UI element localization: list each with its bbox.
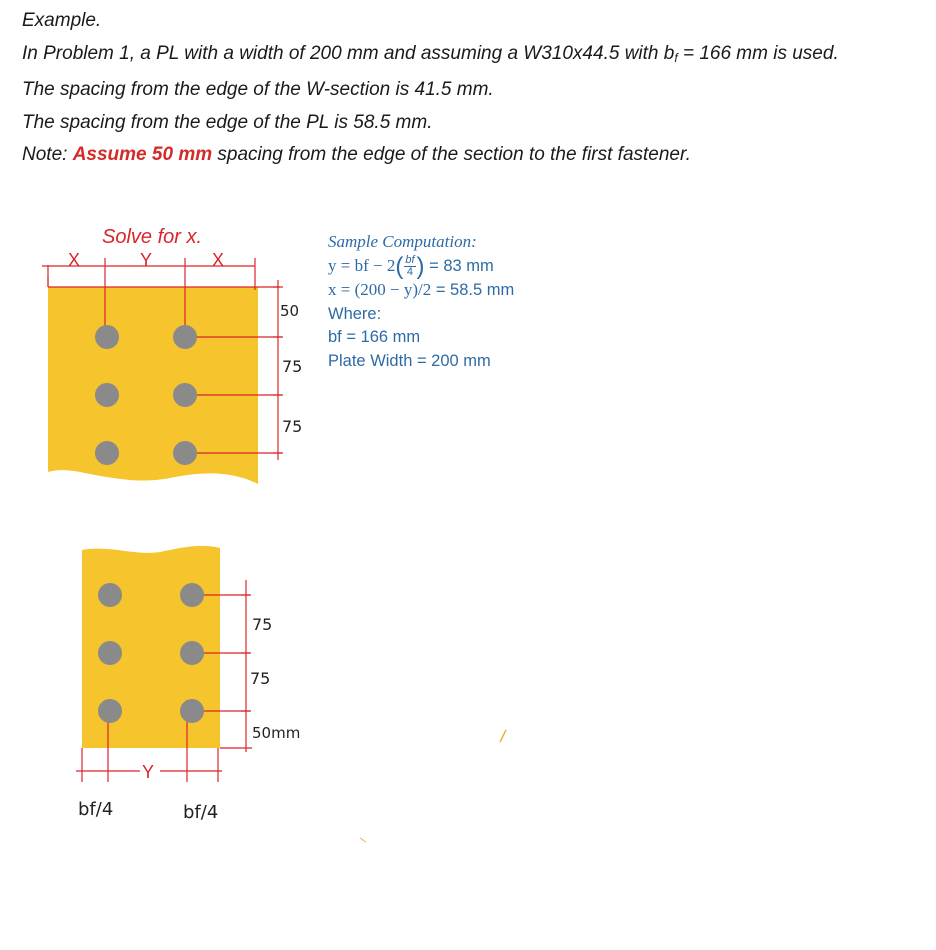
- note: Note: Assume 50 mm spacing from the edge of the section to the first fastener.: [22, 144, 691, 165]
- bolt: [173, 383, 197, 407]
- bolt: [173, 325, 197, 349]
- bolt: [180, 699, 204, 723]
- problem-statement: In Problem 1, a PL with a width of 200 mm and assuming a W310x44.5 with $b_f = 166$ mm is used.: [22, 42, 839, 65]
- bf4-right: bf/4: [183, 802, 219, 823]
- example-title: Example.: [22, 10, 102, 31]
- bolt: [98, 583, 122, 607]
- top-dim-x2: X: [212, 250, 225, 270]
- y-equation: y = bf − 2( $\frac{bf}{4}$ ) = 83 mm: [328, 252, 494, 280]
- bolt: [98, 699, 122, 723]
- pl-spacing: The spacing from the edge of the PL is 58.5 mm.: [22, 111, 433, 133]
- bolt: [173, 441, 197, 465]
- bolt: [95, 325, 119, 349]
- bottom-spacing-2: 75: [250, 669, 271, 688]
- bolt: [98, 641, 122, 665]
- plate-width-value: Plate Width = 200 mm: [328, 351, 491, 370]
- stray-mark: [360, 838, 366, 842]
- top-spacing-3: 75: [282, 417, 303, 436]
- w-section-spacing: The spacing from the edge of the W-section is 41.5 mm.: [22, 79, 494, 100]
- top-dim-y: Y: [140, 250, 153, 270]
- bottom-dim-y: Y: [142, 762, 155, 782]
- top-spacing-1: 50: [280, 302, 300, 320]
- top-plate: [48, 287, 258, 484]
- bottom-spacing-1: 75: [252, 615, 273, 634]
- stray-mark: [500, 730, 506, 742]
- bf-value: bf = 166 mm: [328, 328, 421, 346]
- bf-over-4-fraction: $\frac{bf}{4}$: [405, 253, 415, 278]
- top-spacing-2: 75: [282, 357, 303, 376]
- bolt: [95, 441, 119, 465]
- bolt: [180, 641, 204, 665]
- solve-label: Solve for x.: [102, 226, 203, 248]
- computation-heading: Sample Computation:: [328, 232, 477, 251]
- where-label: Where:: [328, 304, 382, 323]
- note-highlight: Assume 50 mm: [72, 144, 213, 165]
- bolt: [95, 383, 119, 407]
- bf4-left: bf/4: [78, 799, 114, 820]
- top-dim-x1: X: [68, 250, 81, 270]
- x-equation: x = (200 − y)/2 = 58.5 mm: [328, 280, 515, 299]
- bottom-spacing-3: 50mm: [252, 724, 301, 742]
- bolt: [180, 583, 204, 607]
